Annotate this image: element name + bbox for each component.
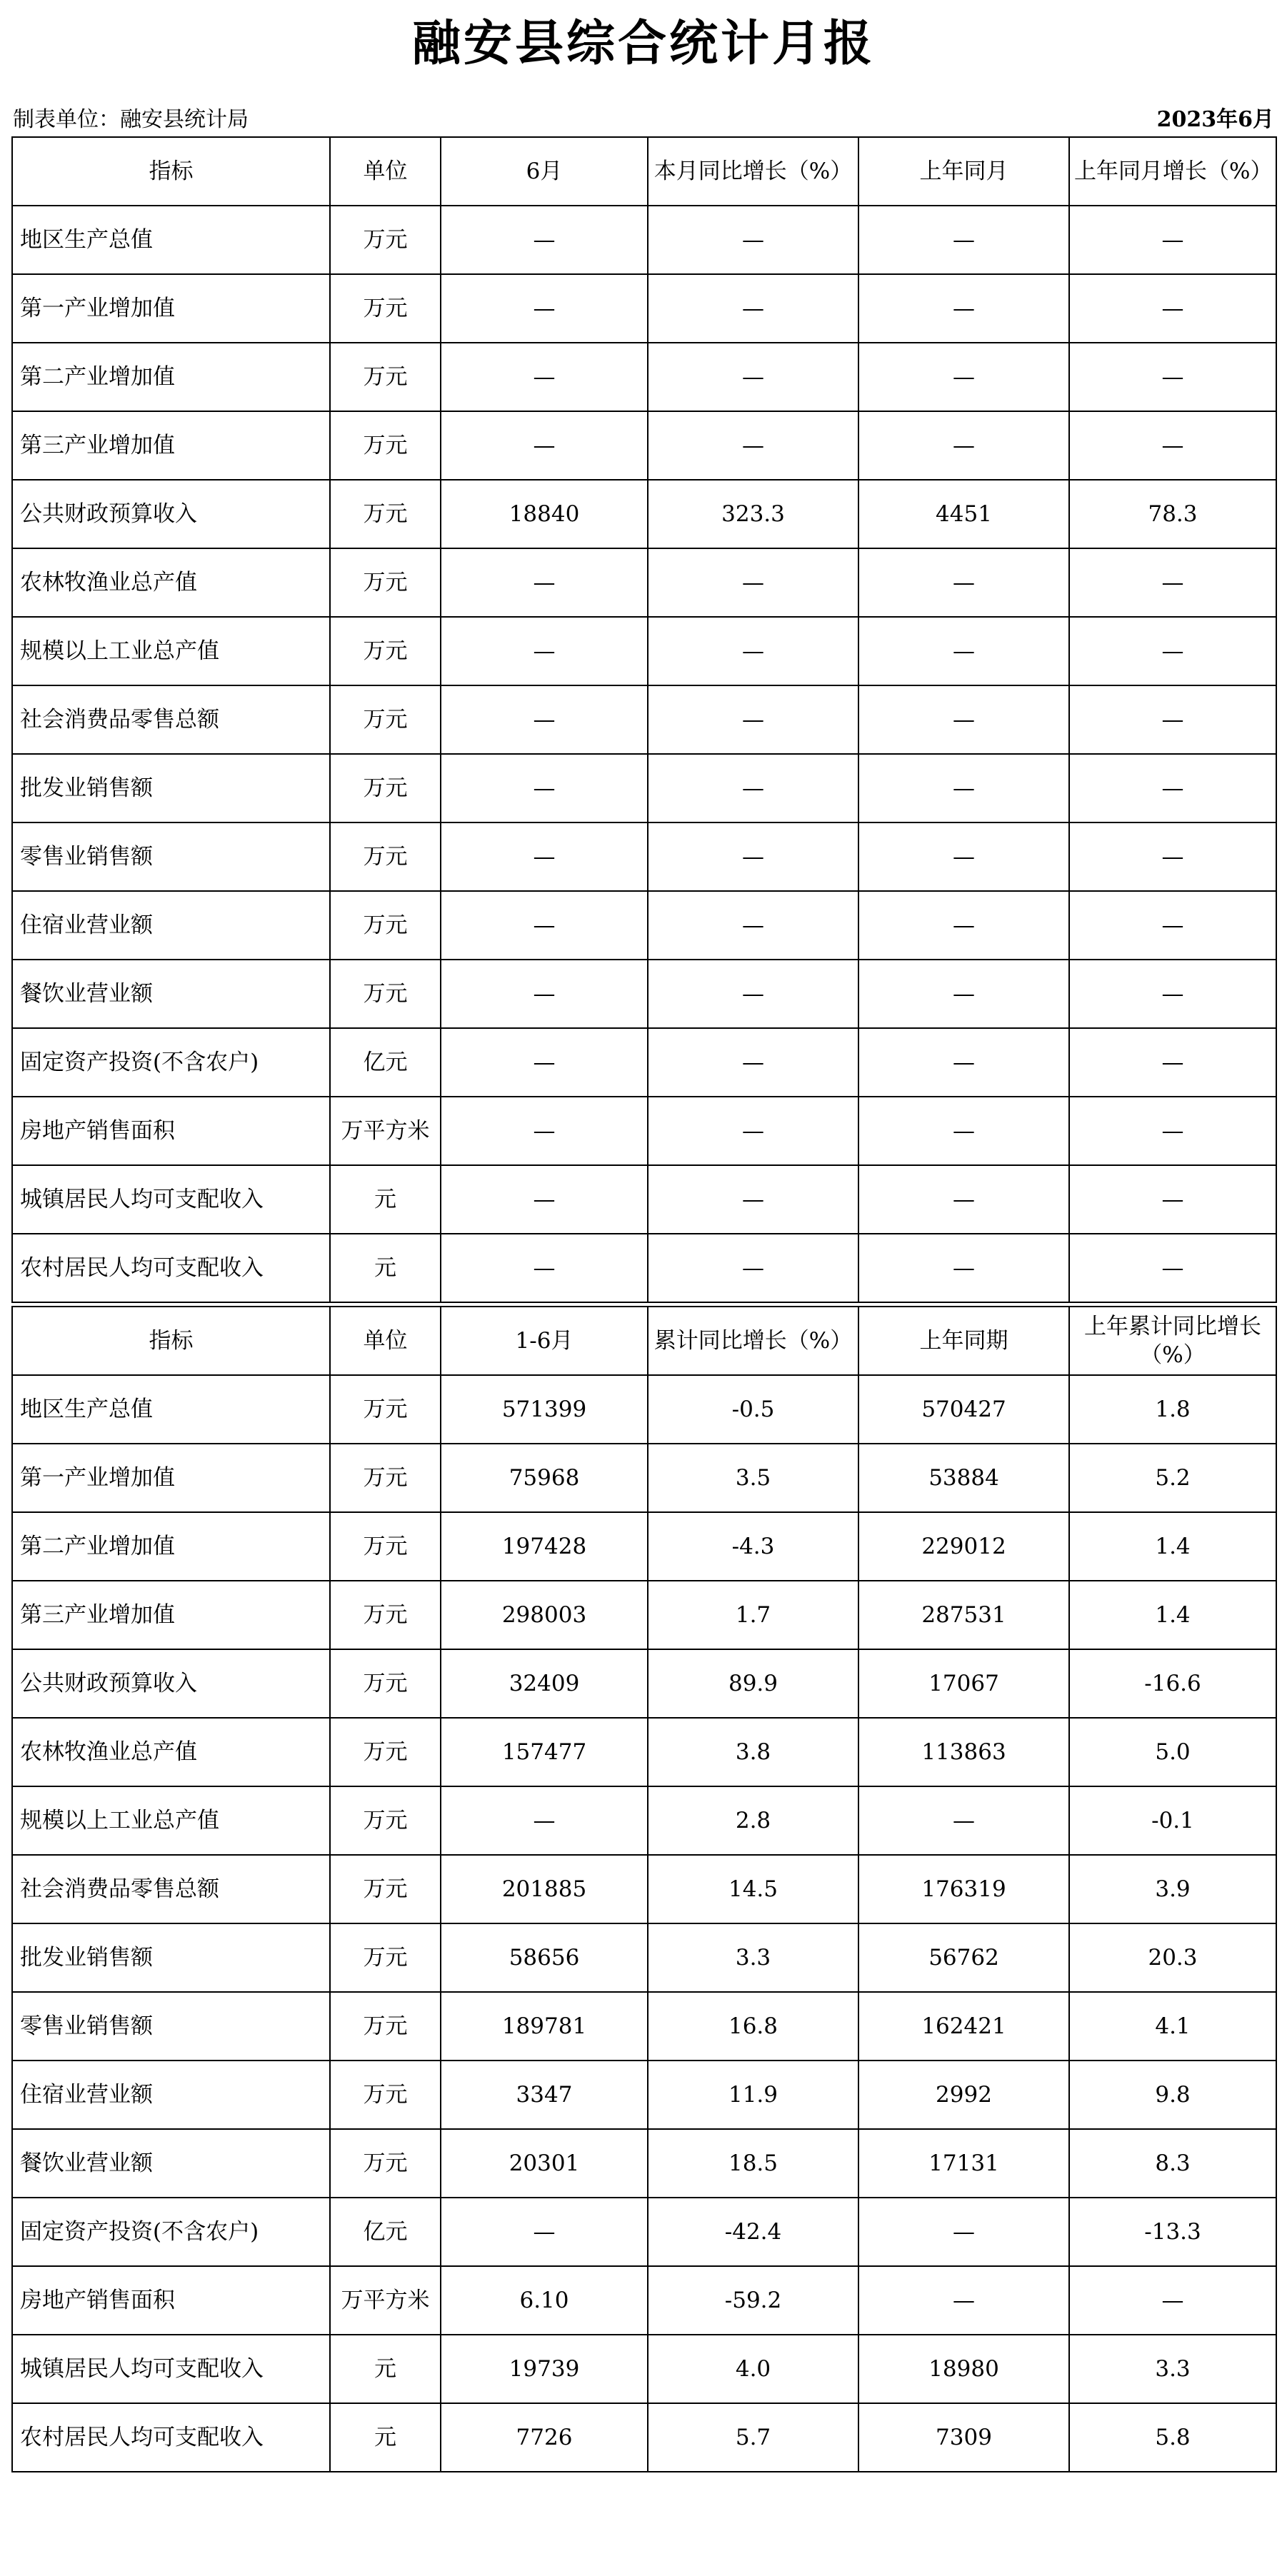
indicator-name: 固定资产投资(不含农户) bbox=[12, 1028, 330, 1097]
value-cell: 18980 bbox=[858, 2335, 1069, 2403]
unit-cell: 万元 bbox=[330, 1581, 441, 1649]
table-row bbox=[12, 685, 1276, 754]
value-cell: — bbox=[1069, 411, 1276, 480]
value-cell: — bbox=[441, 411, 648, 480]
value-cell: — bbox=[858, 1786, 1069, 1855]
value-cell: — bbox=[858, 206, 1069, 274]
unit-cell: 万元 bbox=[330, 274, 441, 343]
table-row bbox=[12, 2061, 1276, 2129]
value-cell: 570427 bbox=[858, 1375, 1069, 1444]
value-cell: — bbox=[858, 1165, 1069, 1234]
value-cell: 17131 bbox=[858, 2129, 1069, 2198]
value-cell: 53884 bbox=[858, 1444, 1069, 1512]
unit-cell: 元 bbox=[330, 1165, 441, 1234]
value-cell: — bbox=[1069, 822, 1276, 891]
value-cell: — bbox=[441, 548, 648, 617]
table-row bbox=[12, 1855, 1276, 1923]
value-cell: — bbox=[1069, 617, 1276, 685]
value-cell: -59.2 bbox=[648, 2266, 858, 2335]
header-last-year: 上年同月 bbox=[858, 137, 1069, 206]
indicator-name: 农村居民人均可支配收入 bbox=[12, 2403, 330, 2472]
value-cell: 3.3 bbox=[1069, 2335, 1276, 2403]
indicator-name: 规模以上工业总产值 bbox=[12, 1786, 330, 1855]
value-cell: 7726 bbox=[441, 2403, 648, 2472]
value-cell: 2.8 bbox=[648, 1786, 858, 1855]
header-last-year-growth: 上年累计同比增长（%） bbox=[1069, 1307, 1276, 1375]
value-cell: 89.9 bbox=[648, 1649, 858, 1718]
value-cell: — bbox=[648, 822, 858, 891]
table-row bbox=[12, 274, 1276, 343]
header-last-year-growth: 上年同月增长（%） bbox=[1069, 137, 1276, 206]
value-cell: — bbox=[441, 685, 648, 754]
value-cell: — bbox=[648, 548, 858, 617]
unit-cell: 万元 bbox=[330, 411, 441, 480]
value-cell: — bbox=[858, 548, 1069, 617]
indicator-name: 第二产业增加值 bbox=[12, 343, 330, 411]
reporting-unit: 制表单位：融安县统计局 bbox=[13, 107, 249, 132]
value-cell: 9.8 bbox=[1069, 2061, 1276, 2129]
header-growth: 本月同比增长（%） bbox=[648, 137, 858, 206]
report-date: 2023年6月 bbox=[1156, 107, 1274, 132]
unit-cell: 万元 bbox=[330, 617, 441, 685]
unit-cell: 万平方米 bbox=[330, 1097, 441, 1165]
value-cell: 1.8 bbox=[1069, 1375, 1276, 1444]
value-cell: 157477 bbox=[441, 1718, 648, 1786]
value-cell: — bbox=[1069, 343, 1276, 411]
indicator-name: 城镇居民人均可支配收入 bbox=[12, 2335, 330, 2403]
unit-cell: 万元 bbox=[330, 480, 441, 548]
unit-cell: 万元 bbox=[330, 343, 441, 411]
value-cell: — bbox=[858, 1097, 1069, 1165]
unit-cell: 万平方米 bbox=[330, 2266, 441, 2335]
table-row bbox=[12, 548, 1276, 617]
unit-cell: 万元 bbox=[330, 822, 441, 891]
indicator-name: 第一产业增加值 bbox=[12, 1444, 330, 1512]
value-cell: 1.7 bbox=[648, 1581, 858, 1649]
value-cell: 18.5 bbox=[648, 2129, 858, 2198]
value-cell: 20.3 bbox=[1069, 1923, 1276, 1992]
value-cell: -42.4 bbox=[648, 2198, 858, 2266]
table-row bbox=[12, 1097, 1276, 1165]
value-cell: 18840 bbox=[441, 480, 648, 548]
value-cell: -16.6 bbox=[1069, 1649, 1276, 1718]
value-cell: — bbox=[858, 274, 1069, 343]
value-cell: — bbox=[441, 274, 648, 343]
value-cell: — bbox=[441, 1234, 648, 1302]
header-indicator: 指标 bbox=[12, 1307, 330, 1375]
table-row bbox=[12, 617, 1276, 685]
value-cell: 56762 bbox=[858, 1923, 1069, 1992]
indicator-name: 第三产业增加值 bbox=[12, 1581, 330, 1649]
indicator-name: 第一产业增加值 bbox=[12, 274, 330, 343]
value-cell: 1.4 bbox=[1069, 1512, 1276, 1581]
value-cell: — bbox=[1069, 206, 1276, 274]
unit-cell: 万元 bbox=[330, 685, 441, 754]
value-cell: — bbox=[1069, 274, 1276, 343]
unit-cell: 万元 bbox=[330, 1855, 441, 1923]
value-cell: 229012 bbox=[858, 1512, 1069, 1581]
value-cell: — bbox=[648, 206, 858, 274]
value-cell: 3.3 bbox=[648, 1923, 858, 1992]
table-row bbox=[12, 2266, 1276, 2335]
value-cell: 162421 bbox=[858, 1992, 1069, 2061]
value-cell: — bbox=[441, 1028, 648, 1097]
value-cell: 14.5 bbox=[648, 1855, 858, 1923]
indicator-name: 第二产业增加值 bbox=[12, 1512, 330, 1581]
table-row bbox=[12, 1718, 1276, 1786]
table-row bbox=[12, 206, 1276, 274]
value-cell: 78.3 bbox=[1069, 480, 1276, 548]
value-cell: — bbox=[441, 822, 648, 891]
value-cell: 5.8 bbox=[1069, 2403, 1276, 2472]
table-row bbox=[12, 1512, 1276, 1581]
value-cell: — bbox=[858, 343, 1069, 411]
table-row bbox=[12, 1923, 1276, 1992]
header-period: 1-6月 bbox=[441, 1307, 648, 1375]
indicator-name: 农林牧渔业总产值 bbox=[12, 548, 330, 617]
value-cell: 1.4 bbox=[1069, 1581, 1276, 1649]
value-cell: 5.2 bbox=[1069, 1444, 1276, 1512]
value-cell: — bbox=[648, 343, 858, 411]
value-cell: — bbox=[1069, 1028, 1276, 1097]
indicator-name: 地区生产总值 bbox=[12, 1375, 330, 1444]
indicator-name: 固定资产投资(不含农户) bbox=[12, 2198, 330, 2266]
header-growth: 累计同比增长（%） bbox=[648, 1307, 858, 1375]
value-cell: 323.3 bbox=[648, 480, 858, 548]
table-row bbox=[12, 1649, 1276, 1718]
header-unit: 单位 bbox=[330, 137, 441, 206]
indicator-name: 批发业销售额 bbox=[12, 1923, 330, 1992]
table-row bbox=[12, 1165, 1276, 1234]
table-row bbox=[12, 2198, 1276, 2266]
indicator-name: 零售业销售额 bbox=[12, 822, 330, 891]
value-cell: — bbox=[1069, 754, 1276, 822]
value-cell: — bbox=[858, 411, 1069, 480]
value-cell: 3.9 bbox=[1069, 1855, 1276, 1923]
value-cell: — bbox=[1069, 891, 1276, 960]
value-cell: — bbox=[648, 1234, 858, 1302]
unit-cell: 万元 bbox=[330, 2061, 441, 2129]
unit-cell: 万元 bbox=[330, 206, 441, 274]
value-cell: — bbox=[858, 1028, 1069, 1097]
unit-cell: 万元 bbox=[330, 754, 441, 822]
table-row bbox=[12, 411, 1276, 480]
table-row bbox=[12, 2403, 1276, 2472]
value-cell: — bbox=[1069, 548, 1276, 617]
unit-cell: 万元 bbox=[330, 1992, 441, 2061]
value-cell: 113863 bbox=[858, 1718, 1069, 1786]
value-cell: — bbox=[441, 343, 648, 411]
table-row bbox=[12, 891, 1276, 960]
indicator-name: 公共财政预算收入 bbox=[12, 480, 330, 548]
indicator-name: 城镇居民人均可支配收入 bbox=[12, 1165, 330, 1234]
value-cell: — bbox=[648, 1028, 858, 1097]
unit-cell: 万元 bbox=[330, 1375, 441, 1444]
unit-cell: 元 bbox=[330, 1234, 441, 1302]
indicator-name: 第三产业增加值 bbox=[12, 411, 330, 480]
value-cell: 7309 bbox=[858, 2403, 1069, 2472]
table2-header-row bbox=[12, 1307, 1276, 1375]
unit-cell: 万元 bbox=[330, 2129, 441, 2198]
unit-cell: 亿元 bbox=[330, 2198, 441, 2266]
table-row bbox=[12, 754, 1276, 822]
value-cell: — bbox=[858, 960, 1069, 1028]
unit-cell: 万元 bbox=[330, 548, 441, 617]
table-row bbox=[12, 960, 1276, 1028]
value-cell: 201885 bbox=[441, 1855, 648, 1923]
value-cell: — bbox=[1069, 960, 1276, 1028]
value-cell: -0.1 bbox=[1069, 1786, 1276, 1855]
value-cell: 3347 bbox=[441, 2061, 648, 2129]
table1-header-row bbox=[12, 137, 1276, 206]
table-row bbox=[12, 822, 1276, 891]
table-row bbox=[12, 1581, 1276, 1649]
value-cell: — bbox=[648, 411, 858, 480]
indicator-name: 住宿业营业额 bbox=[12, 2061, 330, 2129]
value-cell: — bbox=[1069, 2266, 1276, 2335]
header-period: 6月 bbox=[441, 137, 648, 206]
table-row bbox=[12, 1375, 1276, 1444]
unit-cell: 万元 bbox=[330, 1444, 441, 1512]
unit-cell: 元 bbox=[330, 2403, 441, 2472]
indicator-name: 餐饮业营业额 bbox=[12, 2129, 330, 2198]
value-cell: 4.0 bbox=[648, 2335, 858, 2403]
value-cell: 3.5 bbox=[648, 1444, 858, 1512]
value-cell: — bbox=[441, 1786, 648, 1855]
indicator-name: 地区生产总值 bbox=[12, 206, 330, 274]
value-cell: — bbox=[858, 754, 1069, 822]
indicator-name: 零售业销售额 bbox=[12, 1992, 330, 2061]
table-row bbox=[12, 1028, 1276, 1097]
unit-cell: 万元 bbox=[330, 891, 441, 960]
value-cell: 20301 bbox=[441, 2129, 648, 2198]
page-title: 融安县综合统计月报 bbox=[411, 14, 875, 72]
value-cell: 75968 bbox=[441, 1444, 648, 1512]
value-cell: — bbox=[648, 891, 858, 960]
value-cell: 197428 bbox=[441, 1512, 648, 1581]
value-cell: 3.8 bbox=[648, 1718, 858, 1786]
value-cell: 287531 bbox=[858, 1581, 1069, 1649]
value-cell: — bbox=[441, 754, 648, 822]
unit-cell: 万元 bbox=[330, 1649, 441, 1718]
value-cell: 4451 bbox=[858, 480, 1069, 548]
value-cell: 2992 bbox=[858, 2061, 1069, 2129]
value-cell: — bbox=[858, 2266, 1069, 2335]
value-cell: — bbox=[648, 617, 858, 685]
value-cell: 5.7 bbox=[648, 2403, 858, 2472]
value-cell: — bbox=[858, 891, 1069, 960]
indicator-name: 农村居民人均可支配收入 bbox=[12, 1234, 330, 1302]
value-cell: — bbox=[441, 617, 648, 685]
value-cell: — bbox=[441, 960, 648, 1028]
header-indicator: 指标 bbox=[12, 137, 330, 206]
value-cell: — bbox=[858, 2198, 1069, 2266]
value-cell: 298003 bbox=[441, 1581, 648, 1649]
unit-cell: 万元 bbox=[330, 960, 441, 1028]
value-cell: — bbox=[648, 1165, 858, 1234]
value-cell: 58656 bbox=[441, 1923, 648, 1992]
value-cell: — bbox=[1069, 685, 1276, 754]
value-cell: 11.9 bbox=[648, 2061, 858, 2129]
value-cell: 4.1 bbox=[1069, 1992, 1276, 2061]
indicator-name: 房地产销售面积 bbox=[12, 2266, 330, 2335]
value-cell: -0.5 bbox=[648, 1375, 858, 1444]
value-cell: 5.0 bbox=[1069, 1718, 1276, 1786]
value-cell: — bbox=[441, 891, 648, 960]
table-row bbox=[12, 1234, 1276, 1302]
value-cell: — bbox=[441, 2198, 648, 2266]
value-cell: 571399 bbox=[441, 1375, 648, 1444]
value-cell: -13.3 bbox=[1069, 2198, 1276, 2266]
indicator-name: 社会消费品零售总额 bbox=[12, 1855, 330, 1923]
table-row bbox=[12, 2129, 1276, 2198]
indicator-name: 社会消费品零售总额 bbox=[12, 685, 330, 754]
table-row bbox=[12, 343, 1276, 411]
indicator-name: 住宿业营业额 bbox=[12, 891, 330, 960]
unit-cell: 元 bbox=[330, 2335, 441, 2403]
table-row bbox=[12, 1992, 1276, 2061]
statistics-table-body bbox=[12, 137, 1276, 2472]
value-cell: — bbox=[1069, 1234, 1276, 1302]
indicator-name: 房地产销售面积 bbox=[12, 1097, 330, 1165]
value-cell: 189781 bbox=[441, 1992, 648, 2061]
value-cell: — bbox=[441, 1165, 648, 1234]
unit-cell: 万元 bbox=[330, 1512, 441, 1581]
value-cell: — bbox=[648, 960, 858, 1028]
value-cell: 17067 bbox=[858, 1649, 1069, 1718]
unit-cell: 万元 bbox=[330, 1718, 441, 1786]
value-cell: — bbox=[441, 206, 648, 274]
header-unit: 单位 bbox=[330, 1307, 441, 1375]
value-cell: 176319 bbox=[858, 1855, 1069, 1923]
value-cell: — bbox=[858, 617, 1069, 685]
unit-cell: 万元 bbox=[330, 1786, 441, 1855]
unit-cell: 亿元 bbox=[330, 1028, 441, 1097]
statistics-table bbox=[11, 136, 1277, 2472]
value-cell: — bbox=[1069, 1097, 1276, 1165]
value-cell: — bbox=[648, 685, 858, 754]
value-cell: — bbox=[858, 822, 1069, 891]
table-row bbox=[12, 2335, 1276, 2403]
value-cell: — bbox=[858, 685, 1069, 754]
value-cell: — bbox=[858, 1234, 1069, 1302]
table-row bbox=[12, 480, 1276, 548]
value-cell: 32409 bbox=[441, 1649, 648, 1718]
indicator-name: 批发业销售额 bbox=[12, 754, 330, 822]
value-cell: 8.3 bbox=[1069, 2129, 1276, 2198]
value-cell: 6.10 bbox=[441, 2266, 648, 2335]
indicator-name: 规模以上工业总产值 bbox=[12, 617, 330, 685]
indicator-name: 餐饮业营业额 bbox=[12, 960, 330, 1028]
value-cell: — bbox=[441, 1097, 648, 1165]
value-cell: — bbox=[648, 754, 858, 822]
table-row bbox=[12, 1444, 1276, 1512]
header-last-year: 上年同期 bbox=[858, 1307, 1069, 1375]
value-cell: 16.8 bbox=[648, 1992, 858, 2061]
value-cell: -4.3 bbox=[648, 1512, 858, 1581]
value-cell: — bbox=[648, 1097, 858, 1165]
indicator-name: 公共财政预算收入 bbox=[12, 1649, 330, 1718]
value-cell: 19739 bbox=[441, 2335, 648, 2403]
value-cell: — bbox=[648, 274, 858, 343]
unit-cell: 万元 bbox=[330, 1923, 441, 1992]
value-cell: — bbox=[1069, 1165, 1276, 1234]
table-row bbox=[12, 1786, 1276, 1855]
indicator-name: 农林牧渔业总产值 bbox=[12, 1718, 330, 1786]
